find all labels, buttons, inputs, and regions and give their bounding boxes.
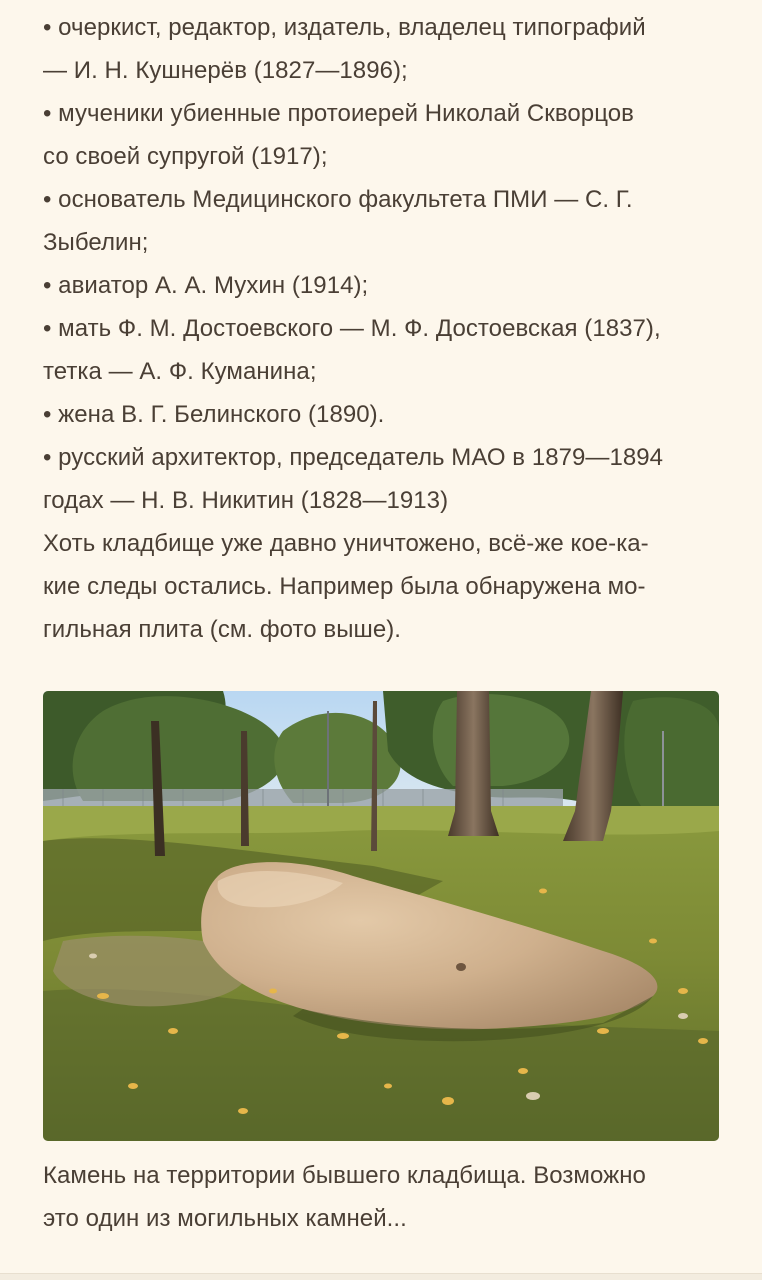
photo-caption xyxy=(43,1154,719,1240)
article-line: • авиатор А. А. Мухин (1914); xyxy=(43,272,369,299)
article-line: со своей супругой (1917); xyxy=(43,143,328,170)
caption-line: это один из могильных камней... xyxy=(43,1205,407,1232)
article-line: гильная плита (см. фото выше). xyxy=(43,616,401,643)
article-line: • основатель Медицинского факультета ПМИ — С. Г. xyxy=(43,186,633,213)
article-line: — И. Н. Кушнерёв (1827—1896); xyxy=(43,57,408,84)
article-line: кие следы остались. Например была обнаружена мо- xyxy=(43,573,646,600)
stone-in-park-photo[interactable] xyxy=(43,691,719,1141)
article-body xyxy=(43,6,719,651)
article-line: Хоть кладбище уже давно уничтожено, всё-же кое-ка- xyxy=(43,530,649,557)
article-line: • жена В. Г. Белинского (1890). xyxy=(43,401,385,428)
article-line: • русский архитектор, председатель МАО в 1879—1894 xyxy=(43,444,664,471)
bottom-divider xyxy=(0,1273,762,1280)
article-line: годах — Н. В. Никитин (1828—1913) xyxy=(43,487,449,514)
caption-line: Камень на территории бывшего кладбища. Возможно xyxy=(43,1162,646,1189)
article-line: • мать Ф. М. Достоевского — М. Ф. Достоевская (1837), xyxy=(43,315,661,342)
article-line: • мученики убиенные протоиерей Николай Скворцов xyxy=(43,100,634,127)
article-line: • очеркист, редактор, издатель, владелец типографий xyxy=(43,14,646,41)
article-line: тетка — А. Ф. Куманина; xyxy=(43,358,317,385)
article-line: Зыбелин; xyxy=(43,229,149,256)
